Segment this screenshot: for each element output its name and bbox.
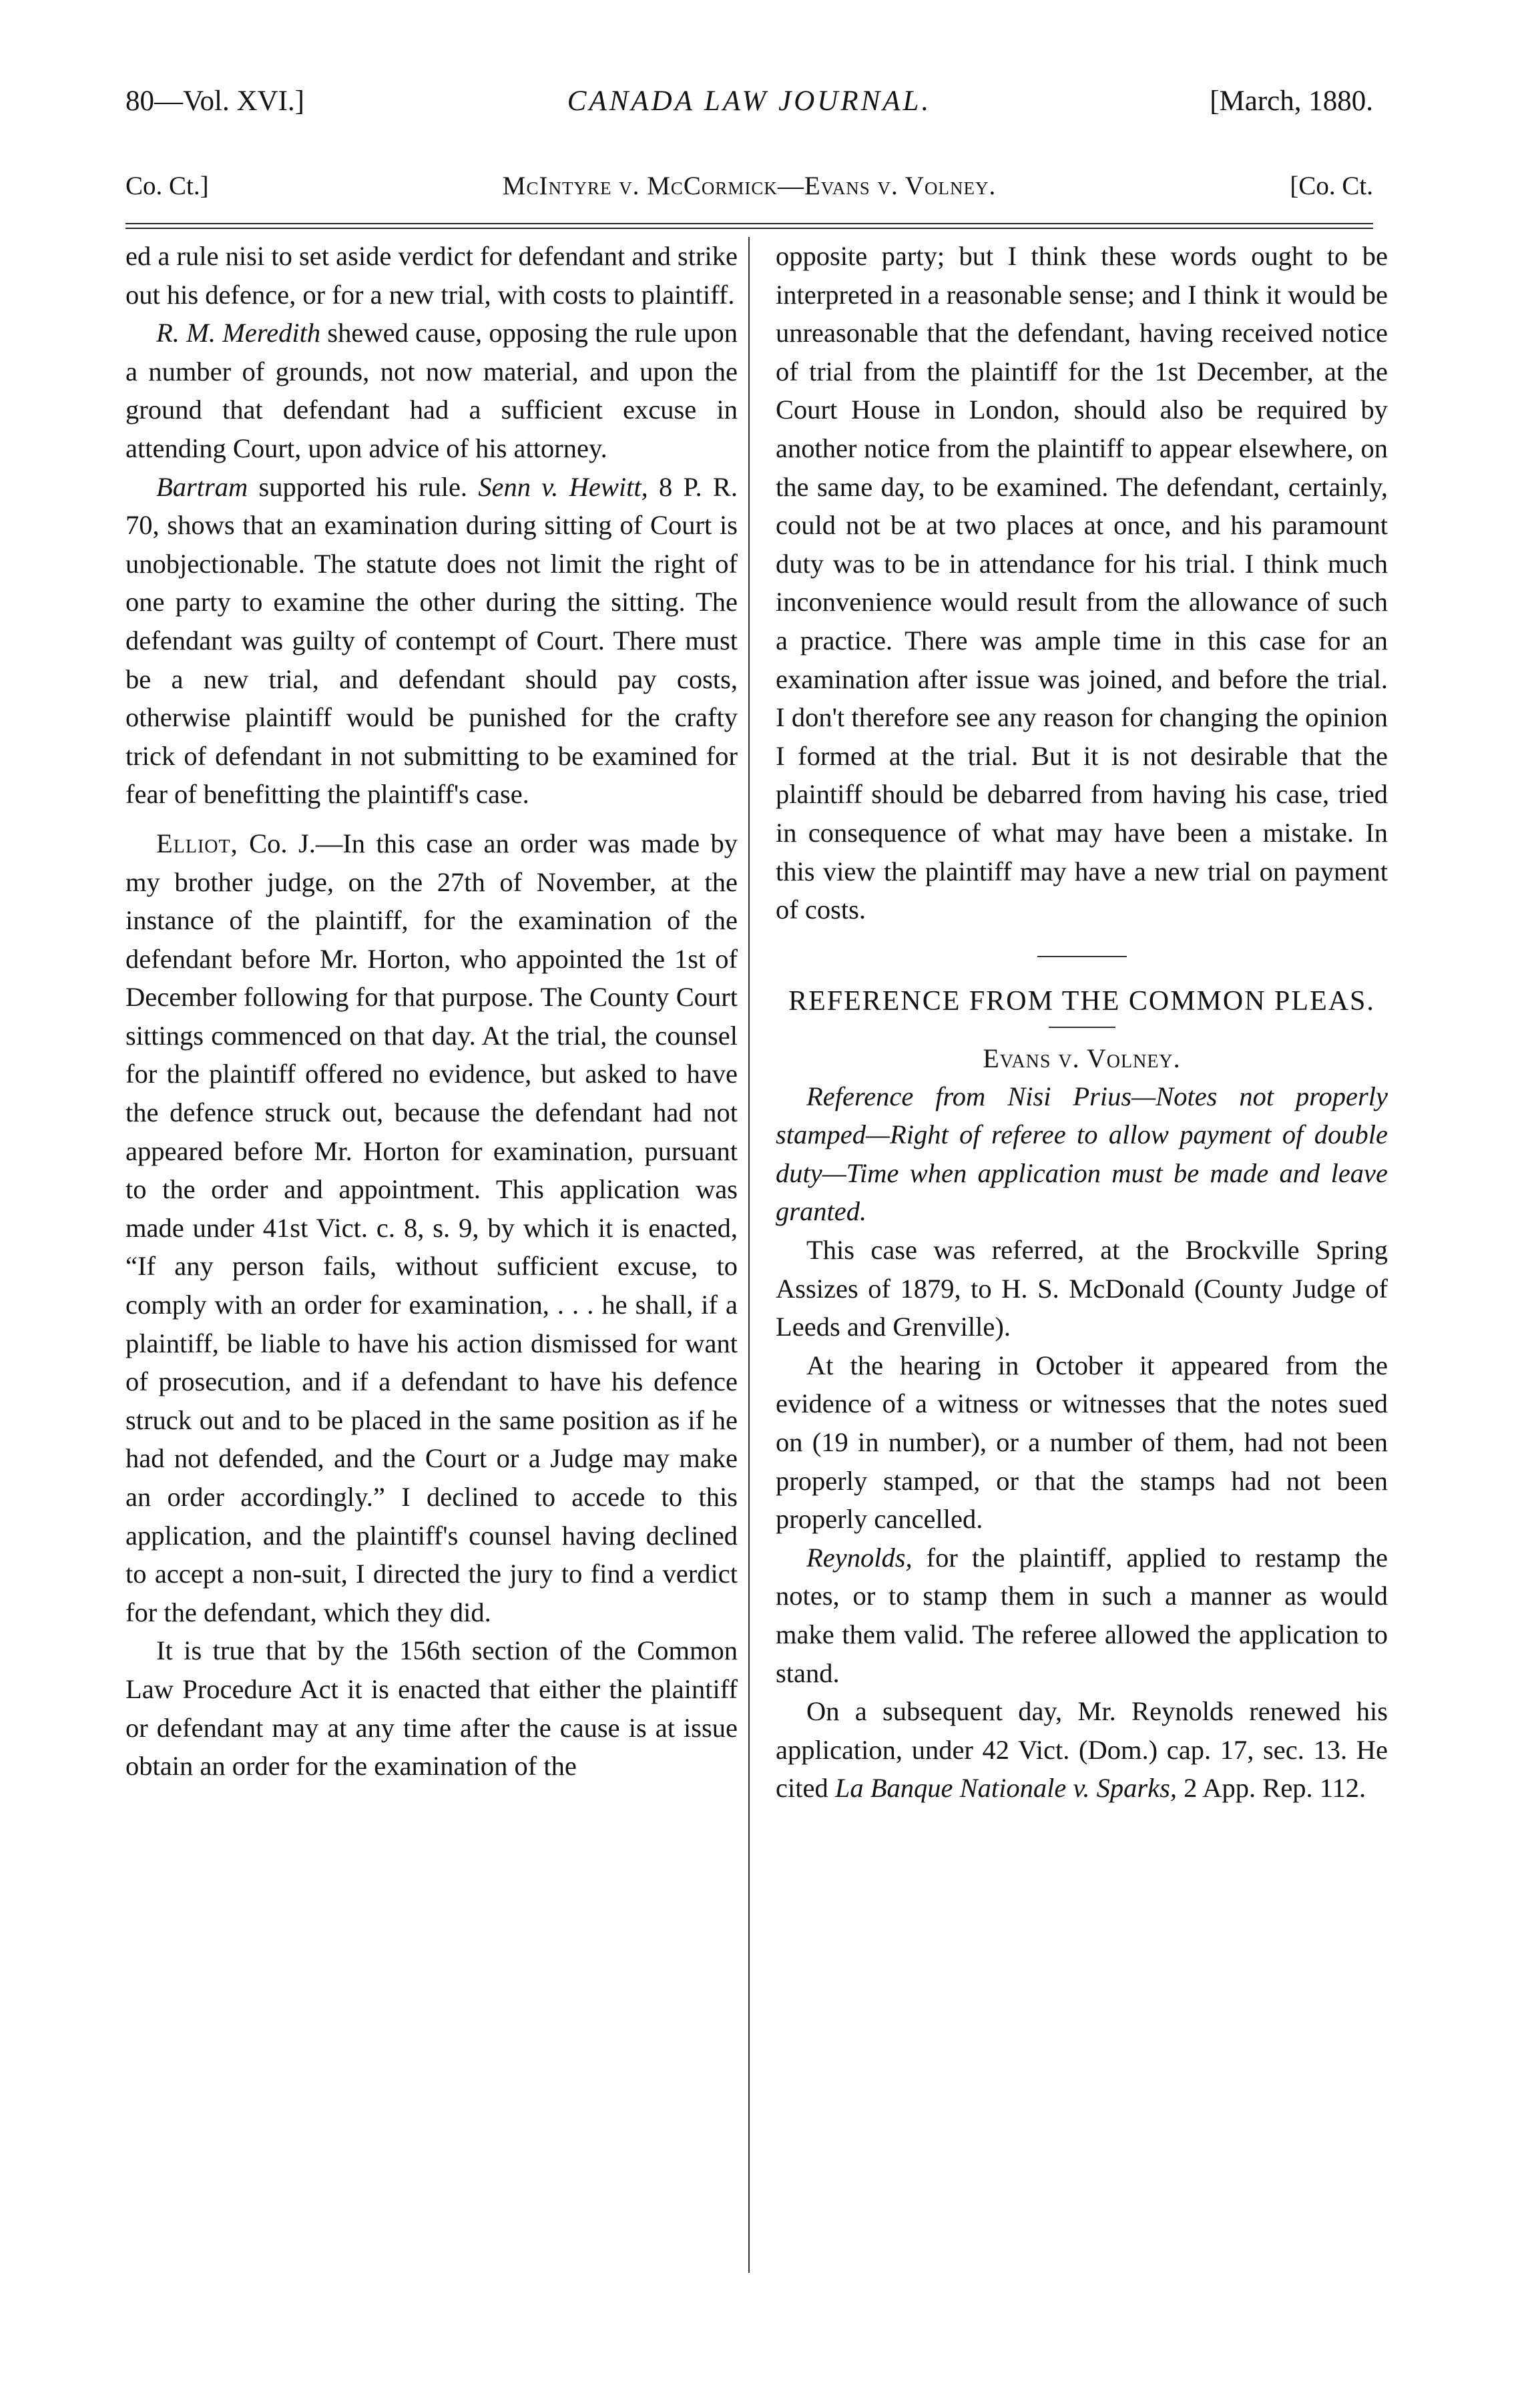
paragraph-reynolds — [776, 1539, 1388, 1692]
case-citation: Senn v. Hewitt, — [478, 471, 648, 502]
paragraph-hearing: At the hearing in October it appeared from the evidence of a witness or witnesses that the notes sued on (19 in number), or a number of them, had not been properly stamped, or that the stamps had not been properly cancelled. — [776, 1350, 1388, 1535]
counsel-name: Reynolds, — [806, 1542, 913, 1573]
column-divider — [748, 237, 750, 2273]
court-label-left: Co. Ct.] — [125, 172, 209, 200]
page-number-volume: 80—Vol. XVI.] — [125, 85, 304, 117]
case-head — [125, 163, 1373, 210]
paragraph-meredith — [125, 314, 738, 467]
paragraph-renewed-application — [776, 1692, 1388, 1808]
journal-title: CANADA LAW JOURNAL. — [567, 85, 932, 117]
paragraph-elliot-judgment — [125, 824, 738, 1631]
running-head — [125, 75, 1373, 128]
case-citation: La Banque Nationale v. Sparks, — [834, 1773, 1178, 1804]
paragraph-text: for the plaintiff, applied to restamp the notes, or to stamp them in such a manner as would make them valid. The referee allowed the application to stand. — [776, 1542, 1388, 1688]
paragraph-text: 8 P. R. 70, shows that an examination during sitting of Court is unobjectionable. The statute does not limit the right of one party to examine the other during the sitting. The defendant was guilty of contempt of Court. There must be a new trial, and defendant should pay costs, otherwise plaintiff would be punished for the crafty trick of defendant in not submitting to be examined for fear of benefitting the plaintiff's case. — [125, 471, 738, 810]
paragraph-text: 2 App. Rep. 112. — [1177, 1773, 1366, 1804]
section-heading: REFERENCE FROM THE COMMON PLEAS. — [788, 985, 1375, 1017]
case-title: Evans v. Volney. — [983, 1043, 1181, 1073]
paragraph-section-156: It is true that by the 156th section of the Common Law Procedure Act it is enacted that either the plaintiff or defendant may at any time after the cause is at issue obtain an order for the examination of the — [125, 1635, 738, 1782]
paragraph-text: Co. J.—In this case an order was made by my brother judge, on the 27th of November, at the instance of the plaintiff, for the examination of the defendant before Mr. Horton, who appointed the 1st of December following for that purpose. The County Court sittings commenced on that day. At the trial, the counsel for the plaintiff offered no evidence, but asked to have the defence struck out, because the defendant had not appeared before Mr. Horton for examination, pursuant to the order and appointment. This application was made under 41st Vict. c. 8, s. 9, by which it is enacted, “If any person fails, without sufficient excuse, to comply with an order for examination, . . . he shall, if a plaintiff, be liable to have his action dismissed for want of prosecution, and if a defendant to have his defence struck out and to be placed in the same position as if he had not defended, and the Court or a Judge may make an order accordingly.” I declined to accede to this application, and the plaintiff's counsel having declined to accept a non-suit, I directed the jury to find a verdict for the defendant, which they did. — [125, 828, 738, 1627]
case-names: McIntyre v. McCormick—Evans v. Volney. — [502, 172, 997, 200]
paragraph-judgment-continued: opposite party; but I think these words ought to be interpreted in a reasonable sense; and I think it would be unreasonable that the defendant, having received notice of trial from the plaintiff for the 1st December, at the Court House in London, should also be required by another notice from the plaintiff to appear elsewhere, on the same day, to be examined. The defendant, certainly, could not be at two places at once, and his paramount duty was to be in attendance for his trial. I think much inconvenience would result from the allowance of such a practice. There was ample time in this case for an examination after issue was joined, and before the trial. I don't therefore see any reason for changing the opinion I formed at the trial. But it is not desirable that the plaintiff should be debarred from having his case, tried in consequence of what may have been a mistake. In this view the plaintiff may have a new trial on payment of costs. — [776, 241, 1388, 925]
right-column — [776, 237, 1388, 1808]
section-separator — [1037, 956, 1127, 957]
headnote: Reference from Nisi Prius—Notes not properly stamped—Right of referee to allow payment of double duty—Time when application must be made and leave granted. — [776, 1081, 1388, 1227]
issue-date: [March, 1880. — [1210, 85, 1373, 117]
paragraph-text: shewed cause, opposing the rule upon a number of grounds, not now material, and upon the ground that defendant had a sufficient excuse in attending Court, upon advice of his attorney. — [125, 318, 738, 463]
header-double-rule — [125, 223, 1373, 229]
paragraph-text: On a subsequent day, Mr. Reynolds renewed his application, under 42 Vict. (Dom.) cap. 17, sec. 13. He cited — [776, 1696, 1388, 1804]
counsel-name: Bartram — [156, 471, 248, 502]
heading-rule — [1049, 1027, 1115, 1028]
paragraph-reference: This case was referred, at the Brockville Spring Assizes of 1879, to H. S. McDonald (County Judge of Leeds and Grenville). — [776, 1235, 1388, 1342]
counsel-name: R. M. Meredith — [156, 318, 321, 348]
paragraph-text: supported his rule. — [248, 471, 479, 502]
left-column — [125, 237, 738, 1786]
judge-name: Elliot, — [156, 828, 238, 858]
paragraph-rule-nisi: ed a rule nisi to set aside verdict for defendant and strike out his defence, or for a new trial, with costs to plaintiff. — [125, 241, 738, 310]
court-label-right: [Co. Ct. — [1290, 172, 1373, 200]
paragraph-bartram — [125, 468, 738, 814]
